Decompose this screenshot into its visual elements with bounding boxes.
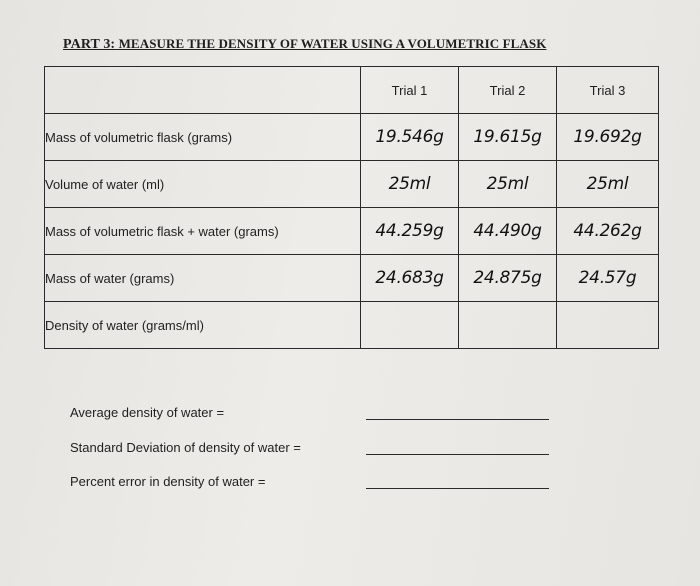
std-deviation-label: Standard Deviation of density of water =	[70, 440, 301, 455]
table-row	[45, 161, 659, 208]
column-header-trial-2: Trial 2	[459, 67, 557, 114]
cell-flask-plus-water-trial-1[interactable]: 44.259g	[361, 208, 459, 255]
cell-flask-plus-water-trial-2[interactable]: 44.490g	[459, 208, 557, 255]
cell-water-volume-trial-3[interactable]: 25ml	[557, 161, 659, 208]
percent-error-blank[interactable]	[366, 488, 549, 489]
heading-part: PART 3:	[63, 37, 116, 52]
cell-flask-mass-trial-2[interactable]: 19.615g	[459, 114, 557, 161]
std-deviation-blank[interactable]	[366, 454, 549, 455]
row-label-flask-mass: Mass of volumetric flask (grams)	[45, 114, 361, 161]
cell-density-trial-1[interactable]	[361, 302, 459, 349]
cell-water-volume-trial-2[interactable]: 25ml	[459, 161, 557, 208]
table-row	[45, 208, 659, 255]
cell-flask-plus-water-trial-3[interactable]: 44.262g	[557, 208, 659, 255]
cell-water-mass-trial-2[interactable]: 24.875g	[459, 255, 557, 302]
row-label-flask-plus-water: Mass of volumetric flask + water (grams)	[45, 208, 361, 255]
cell-water-mass-trial-1[interactable]: 24.683g	[361, 255, 459, 302]
average-density-blank[interactable]	[366, 419, 549, 420]
cell-flask-mass-trial-3[interactable]: 19.692g	[557, 114, 659, 161]
table-row	[45, 114, 659, 161]
row-label-water-volume: Volume of water (ml)	[45, 161, 361, 208]
section-heading	[63, 36, 546, 53]
cell-density-trial-2[interactable]	[459, 302, 557, 349]
heading-title: MEASURE THE DENSITY OF WATER USING A VOLUMETRIC FLASK	[118, 36, 547, 51]
cell-density-trial-3[interactable]	[557, 302, 659, 349]
column-header-trial-1: Trial 1	[361, 67, 459, 114]
row-label-density: Density of water (grams/ml)	[45, 302, 361, 349]
data-table	[44, 66, 659, 349]
row-label-water-mass: Mass of water (grams)	[45, 255, 361, 302]
cell-flask-mass-trial-1[interactable]: 19.546g	[361, 114, 459, 161]
table-header-row	[45, 67, 659, 114]
table-row	[45, 302, 659, 349]
percent-error-label: Percent error in density of water =	[70, 474, 266, 489]
header-blank-cell	[45, 67, 361, 114]
column-header-trial-3: Trial 3	[557, 67, 659, 114]
table-row	[45, 255, 659, 302]
average-density-label: Average density of water =	[70, 405, 225, 420]
cell-water-volume-trial-1[interactable]: 25ml	[361, 161, 459, 208]
cell-water-mass-trial-3[interactable]: 24.57g	[557, 255, 659, 302]
